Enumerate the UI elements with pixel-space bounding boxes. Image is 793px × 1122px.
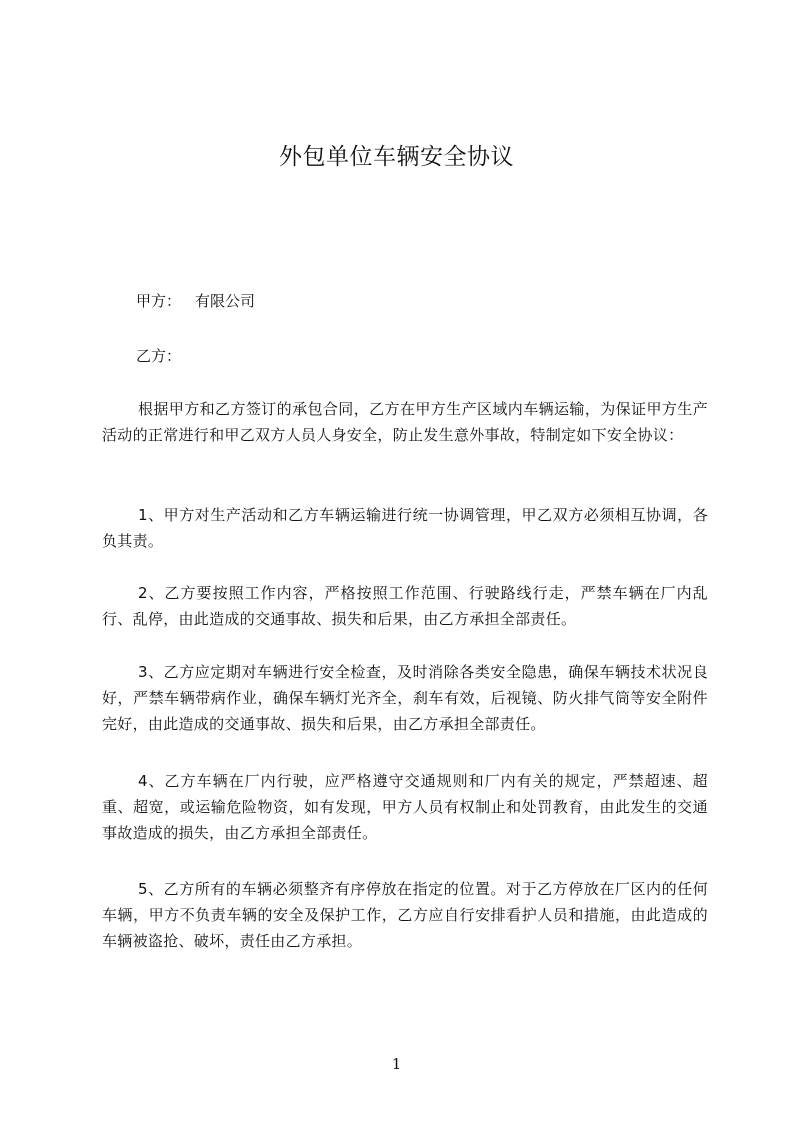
party-b-label: 乙方： bbox=[136, 347, 182, 365]
clause-5: 5、乙方所有的车辆必须整齐有序停放在指定的位置。对于乙方停放在厂区内的任何车辆，甲方不负责车辆的安全及保护工作，乙方应自行安排看护人员和措施，由此造成的车辆被盗抢、破坏，责任由乙方承担。 bbox=[102, 880, 708, 950]
party-a-label: 甲方： bbox=[136, 292, 182, 310]
clause-1: 1、甲方对生产活动和乙方车辆运输进行统一协调管理，甲乙双方必须相互协调，各负其责。 bbox=[102, 506, 708, 550]
clause-3: 3、乙方应定期对车辆进行安全检查，及时消除各类安全隐患，确保车辆技术状况良好，严禁车辆带病作业，确保车辆灯光齐全，刹车有效，后视镜、防火排气筒等安全附件完好，由此造成的交通事故、损失和后果，由乙方承担全部责任。 bbox=[102, 663, 708, 733]
party-b-line bbox=[136, 345, 181, 366]
intro-paragraph: 根据甲方和乙方签订的承包合同，乙方在甲方生产区域内车辆运输，为保证甲方生产活动的正常进行和甲乙双方人员人身安全，防止发生意外事故，特制定如下安全协议： bbox=[102, 400, 708, 444]
clause-4: 4、乙方车辆在厂内行驶，应严格遵守交通规则和厂内有关的规定，严禁超速、超重、超宽，或运输危险物资，如有发现，甲方人员有权制止和处罚教育，由此发生的交通事故造成的损失，由乙方承担全部责任。 bbox=[102, 772, 708, 842]
page-number: 1 bbox=[391, 1055, 402, 1073]
party-a-line bbox=[136, 290, 255, 311]
document-title: 外包单位车辆安全协议 bbox=[279, 144, 514, 170]
clause-2: 2、乙方要按照工作内容，严格按照工作范围、行驶路线行走，严禁车辆在厂内乱行、乱停，由此造成的交通事故、损失和后果，由乙方承担全部责任。 bbox=[102, 584, 708, 628]
party-a-value: 有限公司 bbox=[195, 292, 256, 310]
